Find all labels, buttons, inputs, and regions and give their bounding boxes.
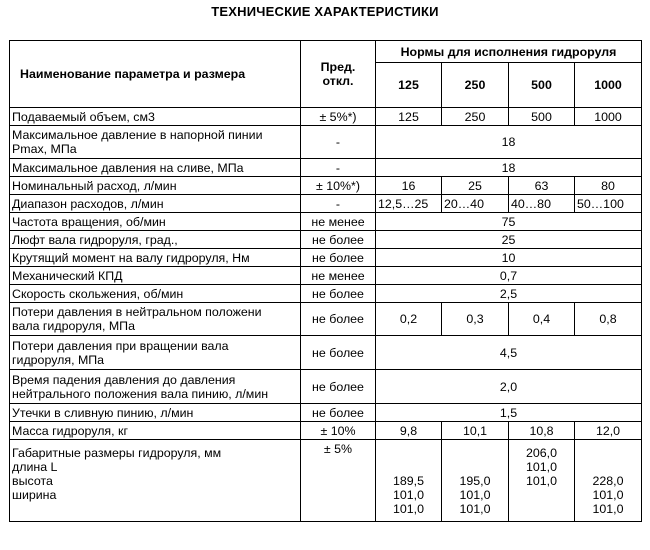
dim-value [511,488,572,502]
tolerance-header-line1: Пред. [320,60,356,74]
row-value-span: 25 [376,231,642,249]
row-tolerance: - [301,159,376,177]
table-row [10,336,642,370]
row-name: Номинальный расход, л/мин [10,177,301,195]
table-row [10,422,642,440]
row-tolerance: не более [301,336,376,370]
table-row [10,404,642,422]
row-value: 40…80 [509,195,575,213]
dim-value: 101,0 [459,502,491,516]
row-name-line1: Потери давления при вращении вала [12,338,229,353]
row-value: 16 [376,177,442,195]
row-name: Утечки в сливную пинию, л/мин [10,404,301,422]
dim-value: 101,0 [525,474,557,488]
row-value: 63 [509,177,575,195]
row-name [10,370,301,404]
row-name: Максимальное давления на сливе, МПа [10,159,301,177]
row-name-line2: вала гидроруля, МПа [12,319,135,333]
table-row [10,177,642,195]
row-tolerance: не более [301,303,376,336]
table-row [10,370,642,404]
row-name-line2: Pmax, МПа [12,142,77,156]
dimensions-width-label: ширина [12,488,57,502]
dim-value: 101,0 [592,502,624,516]
dimensions-values-1000 [575,440,642,522]
tolerance-header [301,41,376,108]
row-value-span: 1,5 [376,404,642,422]
row-value: 50…100 [575,195,642,213]
dimensions-name [10,440,301,522]
row-tolerance: не менее [301,267,376,285]
row-tolerance: не более [301,404,376,422]
dim-value: 101,0 [459,488,491,502]
row-name: Крутящий момент на валу гидроруля, Нм [10,249,301,267]
row-value: 80 [575,177,642,195]
row-name-line2: гидроруля, МПа [12,352,105,367]
dim-value: 189,5 [392,474,424,488]
row-value: 12,0 [575,422,642,440]
table-row [10,285,642,303]
row-value: 250 [442,108,509,126]
norms-header: Нормы для исполнения гидроруля [376,41,642,63]
dim-value [378,460,439,474]
row-tolerance: - [301,126,376,159]
row-tolerance: не более [301,231,376,249]
specs-table [9,40,642,522]
dim-value [444,460,506,474]
row-value-span: 18 [376,126,642,159]
row-name [10,126,301,159]
row-name-line1: Время падения давления до давления [12,372,236,387]
row-value-span: 4,5 [376,336,642,370]
header-row [10,41,642,63]
dimensions-height-label: высота [12,474,53,488]
row-value: 20…40 [442,195,509,213]
tolerance-header-line2: откл. [322,74,354,88]
dimensions-tolerance: ± 5% [301,440,376,522]
dimensions-values-250 [442,440,509,522]
row-value: 10,1 [442,422,509,440]
row-value: 0,3 [442,303,509,336]
row-name: Механический КПД [10,267,301,285]
row-tolerance: не менее [301,213,376,231]
dim-value: 101,0 [525,460,557,474]
param-header: Наименование параметра и размера [10,41,301,108]
version-1000: 1000 [575,63,642,108]
row-value-span: 75 [376,213,642,231]
row-value: 0,8 [575,303,642,336]
row-value: 500 [509,108,575,126]
version-125: 125 [376,63,442,108]
version-250: 250 [442,63,509,108]
page-title: ТЕХНИЧЕСКИЕ ХАРАКТЕРИСТИКИ [211,4,439,19]
dim-value: 101,0 [592,488,624,502]
row-name [10,303,301,336]
row-tolerance: ± 5%*) [301,108,376,126]
table-row [10,213,642,231]
dim-value [577,460,639,474]
table-row [10,249,642,267]
dimensions-row [10,440,642,522]
row-value: 0,2 [376,303,442,336]
dim-value: 195,0 [459,474,491,488]
dimensions-title: Габаритные размеры гидроруля, мм [12,446,222,460]
table-row [10,231,642,249]
row-name-line2: нейтрального положения вала пинию, л/мин [12,386,269,401]
table-row [10,195,642,213]
row-name-line1: Максимальное давление в напорной пинии [12,128,263,142]
row-tolerance: не более [301,370,376,404]
dim-value: 228,0 [592,474,624,488]
row-tolerance: не более [301,249,376,267]
row-value: 0,4 [509,303,575,336]
row-name: Скорость скольжения, об/мин [10,285,301,303]
row-tolerance: ± 10% [301,422,376,440]
row-name: Люфт вала гидроруля, град., [10,231,301,249]
dimensions-values-125 [376,440,442,522]
row-tolerance: - [301,195,376,213]
row-tolerance: не более [301,285,376,303]
row-value: 12,5…25 [376,195,442,213]
row-value-span: 2,0 [376,370,642,404]
row-name: Диапазон расходов, л/мин [10,195,301,213]
table-row [10,159,642,177]
row-name: Масса гидроруля, кг [10,422,301,440]
row-name: Подаваемый объем, см3 [10,108,301,126]
row-value: 25 [442,177,509,195]
dim-value: 101,0 [392,488,424,502]
dim-value: 206,0 [525,446,557,460]
table-row [10,126,642,159]
row-name [10,336,301,370]
table-row [10,267,642,285]
row-value: 9,8 [376,422,442,440]
table-row [10,303,642,336]
row-value-span: 10 [376,249,642,267]
dimensions-length-label: длина L [12,460,58,474]
row-value: 1000 [575,108,642,126]
row-name-line1: Потери давления в нейтральном положени [12,305,262,319]
dim-value: 101,0 [392,502,424,516]
row-name: Частота вращения, об/мин [10,213,301,231]
row-value-span: 0,7 [376,267,642,285]
version-500: 500 [509,63,575,108]
row-tolerance: ± 10%*) [301,177,376,195]
row-value: 10,8 [509,422,575,440]
row-value: 125 [376,108,442,126]
table-row [10,108,642,126]
dimensions-values-500 [509,440,575,522]
row-value-span: 18 [376,159,642,177]
row-value-span: 2,5 [376,285,642,303]
